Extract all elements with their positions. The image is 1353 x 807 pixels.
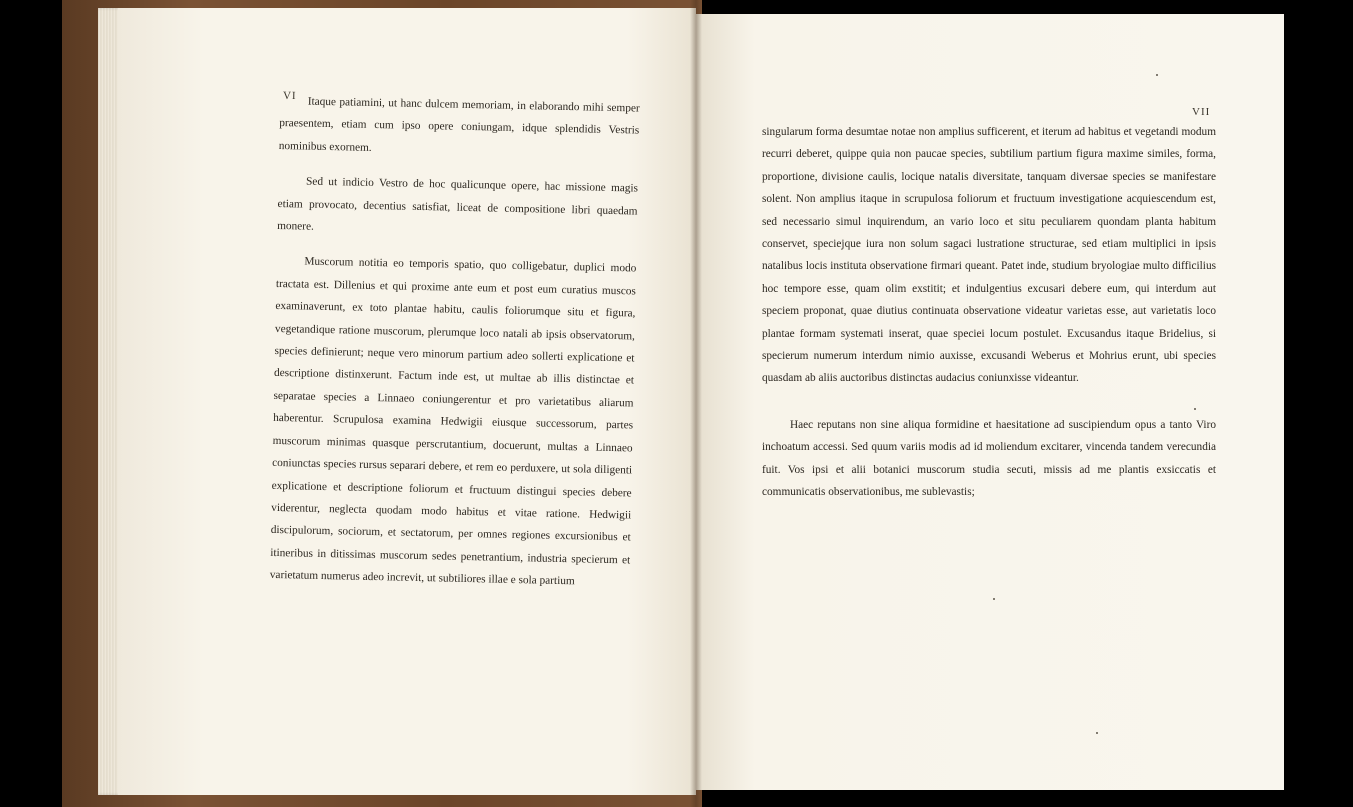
page-number: VII [1192,106,1211,118]
right-page [696,14,1284,790]
paragraph: Itaque patiamini, ut hanc dulcem memoriam, in elaborando mihi semper praesentem, etiam cum ipso opere coniungam, idque splendidis Vestris nominibus exornem. [278,95,640,154]
paper-speck [993,598,995,600]
paper-speck [1156,74,1158,76]
paper-speck [1096,732,1098,734]
paragraph: Sed ut indicio Vestro de hoc qualicunque opere, hac missione magis etiam provocato, decentius satisfiat, liceat de compositione libri quaedam monere. [277,175,639,233]
right-text-block [762,121,1216,504]
left-page [118,8,696,795]
paragraph: Muscorum notitia eo temporis spatio, quo colligebatur, duplici modo tractata est. Dillenius et qui proxime ante eum et post eum curatius muscos examinaverunt, ex toto plantae habitu, caulis foliorumque situ et figura, vegetandique ratione muscorum, plerumque loco natali ab ipsis observatorum, species definierunt; neque vero minorum partium adeo sollerti explicatione et descriptione distinxerunt. Factum inde est, ut multae ab illis distinctae et separatae species a Linnaeo coniungerentur et pro varietatibus aliarum haberentur. Scrupulosa examina Hedwigii eiusque successorum, partes muscorum minimas quasque perscrutantium, docuerunt, multas a Linnaeo coniunctas species rursus separari debere, et rem eo perduxere, ut sola diligenti explicatione et descriptione foliorum et fructuum distingui species debere viderentur, neglecta quodam modo habitus et vitae ratione. Hedwigii discipulorum, sociorum, et sectatorum, per omnes regiones excursionibus et itineribus in ditissimas muscorum sedes penetrantium, industria specierum et varietatum numerus adeo increvit, ut subtiliores illae e sola partium [269,255,637,588]
page-number: VI [282,89,297,103]
book-gutter [690,0,702,807]
paragraph: Haec reputans non sine aliqua formidine et haesitatione ad suscipiendum opus a tanto Viro inchoatum accessi. Sed quum variis modis ad id moliendum excitarer, vincenda tandem verecundia fuit. Vos ipsi et alii botanici muscorum studia secuti, missis ad me plantis exsiccatis et communicatis observationibus, me sublevastis; [762,418,1216,499]
paper-speck [1194,408,1196,410]
left-text-block [270,90,640,594]
paragraph: singularum forma desumtae notae non amplius sufficerent, et iterum ad habitus et vegetandi modum recurri deberet, quippe quia non paucae species, subtilium partium figura maxime similes, forma, proportione, divisione caulis, locique natalis diversitate, tanquam diversae species se manifestare solent. Non amplius itaque in scrupulosa foliorum et fructuum investigatione acquiescendum est, sed necessario simul inquirendum, an vario loco et situ peculiarem quondam planta habitum conservet, speciejque iura non solum sagaci lustratione structurae, sed etiam multiplici in ipsis natalibus locis instituta observatione firmari queant. Patet inde, studium bryologiae multo difficilius hoc tempore esse, quam olim exstitit; et indulgentius excusari debere eum, qui interdum aut speciem proponat, quae diutius continuata observatione videatur varietas esse, aut varietatis loco plantae formam systemati inserat, quae speciei locum postulet. Excusandus itaque Bridelius, si specierum numerum interdum nimio auxisse, excusandi Weberus et Mohrius erunt, ubi species quasdam ab aliis auctoribus distinctas audacius coniunxisse videantur. [762,126,1216,385]
